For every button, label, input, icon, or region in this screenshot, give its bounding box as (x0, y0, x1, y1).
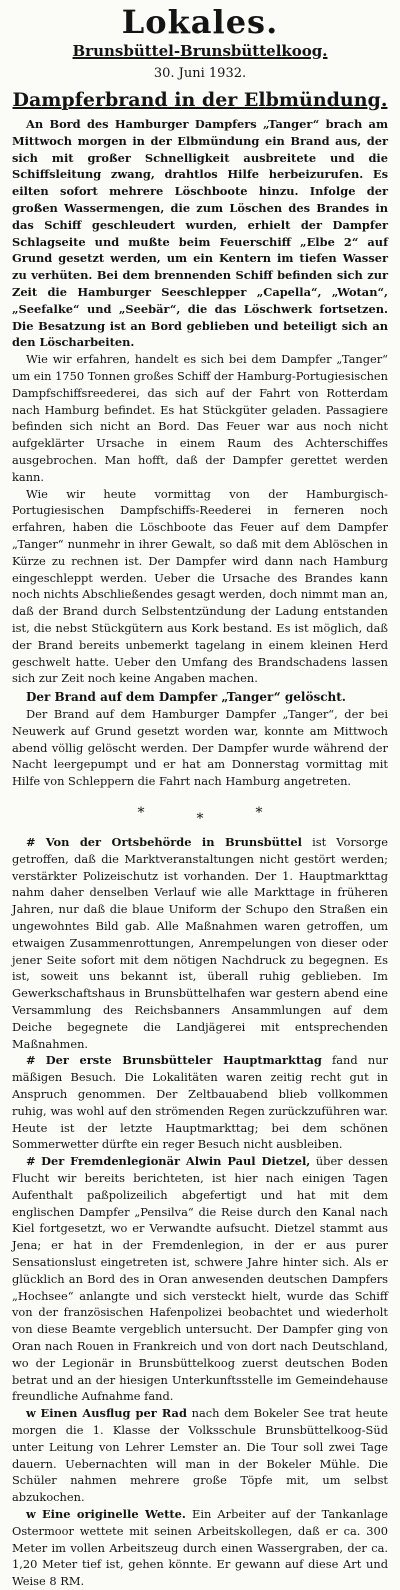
news-item (12, 1405, 388, 1506)
item-marker: # (26, 1053, 36, 1068)
news-item (12, 1052, 388, 1153)
item-text: Ein Arbeiter auf der Tankanlage Ostermoor wettete mit seinen Arbeitskollegen, daß er ca. 300 Meter im vollen Arbeitszeug durch einen Wassergraben, der ca. 1,20 Meter tief ist, gehen könnte. Er gewann auf diese Art und Weise 8 RM. (12, 1506, 389, 1589)
item-lead: Eine originelle Wette. (41, 1506, 186, 1521)
item-text: ist Vorsorge getroffen, daß die Marktveranstaltungen nicht gestört werden; verstärkter Polizeischutz ist vorhanden. Der 1. Hauptmarkttag nahm daher denselben Verlauf wie alle Markttage in früheren Jahren, nur daß die blaue Uniform der Schupo den Straßen ein ungewohntes Bild gab. Alle Maßnahmen waren getroffen, um etwaigen Zusammenrottungen, Anrempelungen von dieser oder jener Seite sofort mit dem nötigen Nachdruck zu begegnen. Es ist, soweit uns bekannt ist, überall ruhig geblieben. Im Gewerkschaftshaus in Brunsbüttelhafen war gestern abend eine Versammlung des Reichsbanners Ansammlungen auf dem Deiche begegnete die Landjägerei mit entsprechenden Maßnahmen. (12, 835, 388, 1051)
item-marker: # (26, 1154, 36, 1169)
locale-heading: Brunsbüttel-Brunsbüttelkoog. (72, 42, 328, 60)
separator-star: * (196, 811, 204, 828)
dateline: 30. Juni 1932. (153, 66, 247, 81)
separator-star: * (255, 805, 263, 822)
section-masthead: Lokales. (121, 3, 279, 41)
news-item (12, 834, 388, 1052)
article-paragraph-2: Wie wir erfahren, handelt es sich bei dem Dampfer „Tanger“ um ein 1750 Tonnen großes Schiff der Hamburg-Portugiesischen Dampfschiffsreederei, das sich auf der Fahrt von Rotterdam nach Hamburg befindet. Es hat Stückgüter geladen. Passagiere befinden sich nicht an Bord. Das Feuer war aus noch nicht aufgeklärter Ursache in einem Raum des Achterschiffes ausgebrochen. Man hofft, daß der Dampfer gerettet werden kann. (12, 352, 388, 484)
item-lead: Von der Ortsbehörde in Brunsbüttel (45, 835, 302, 850)
item-text: fand nur mäßigen Besuch. Die Lokalitäten waren zeitig recht gut in Anspruch genommen. Der Zeltbauabend blieb vollkommen ruhig, was wohl auf den strömenden Regen zurückzuführen war. Heute ist der letzte Hauptmarkttag; bei dem schönen Sommerwetter dürfte ein reger Besuch nicht ausbleiben. (12, 1053, 389, 1152)
item-text: nach dem Bokeler See trat heute morgen die 1. Klasse der Volksschule Brunsbüttelkoog-Süd unter Leitung von Lehrer Lemster an. Die Tour soll zwei Tage dauern. Uebernachten will man in der Bokeler Mühle. Die Schüler nahmen mehrere große Töpfe mit, um selbst abzukochen. (12, 1406, 389, 1505)
article-paragraph-3: Wie wir heute vormittag von der Hamburgisch-Portugiesischen Dampfschiffs-Reederei in ferneren noch erfahren, haben die Löschboote das Feuer auf dem Dampfer „Tanger“ nunmehr in ihrer Gewalt, so daß mit dem Ablöschen in Kürze zu rechnen ist. Der Dampfer wird dann nach Hamburg eingeschleppt werden. Ueber die Ursache des Brandes kann noch nichts Abschließendes gesagt werden, doch nimmt man an, daß der Brand durch Selbstentzündung der Ladung entstanden ist, die nebst Stückgütern aus Kork bestand. Es ist möglich, daß der Brand bereits unbemerkt tagelang in einem kleinen Herd geschwelt hatte. Ueber den Umfang des Brandschadens lassen sich zur Zeit noch keine Angaben machen. (12, 486, 388, 686)
item-text: über dessen Flucht wir bereits berichteten, ist hier nach einigen Tagen Aufenthalt paßpolizeilich abgefertigt und hat mit dem englischen Dampfer „Pensilva“ die Reise durch den Kanal nach Kiel fortgesetzt, wo er Verwandte aufsucht. Dietzel stammt aus Jena; er hat in der Fremdenlegion, in der er aus purer Sensationslust eingetreten ist, schwere Jahre hinter sich. Als er glücklich an Bord des in Oran anwesenden deutschen Dampfers „Hochsee“ anlangte und sich versteckt hielt, wurde das Schiff von der französischen Hafenpolizei beobachtet und wiederholt von diese Beamte vergeblich untersucht. Der Dampfer ging von Oran nach Rouen in Frankreich und von dort nach Deutschland, wo der Legionär in Brunsbüttelkoog zuerst deutschen Boden betrat und an der hiesigen Unterkunftsstelle im Gemeindehause freundliche Aufnahme fand. (12, 1154, 388, 1404)
item-lead: Einen Ausflug per Rad (40, 1406, 187, 1421)
article-paragraph-4: Der Brand auf dem Hamburger Dampfer „Tanger“, der bei Neuwerk auf Grund gesetzt worden war, konnte am Mittwoch abend völlig gelöscht werden. Der Dampfer wurde während der Nacht leergepumpt und er hat am Donnerstag vormittag mit Hilfe von Schleppern die Fahrt nach Hamburg angetreten. (12, 707, 388, 789)
news-item (12, 1153, 388, 1405)
item-marker: w (26, 1406, 36, 1421)
item-lead: Der Fremdenlegionär Alwin Paul Dietzel, (41, 1154, 311, 1169)
article-lead-paragraph: An Bord des Hamburger Dampfers „Tanger“ brach am Mittwoch morgen in der Elbmündung ein Brand aus, der sich mit großer Schnelligkeit ausbreitete und die Schiffsleitung zwang, drahtlos Hilfe herbeizurufen. Es eilten sofort mehrere Löschboote hinzu. Infolge der großen Wassermengen, die zum Löschen des Brandes in das Schiff geschleudert wurden, erhielt der Dampfer Schlagseite und mußte beim Feuerschiff „Elbe 2“ auf Grund gesetzt werden, um ein Kentern im tiefen Wasser zu verhüten. Bei dem brennenden Schiff befinden sich zur Zeit die Hamburger Seeschlepper „Capella“, „Wotan“, „Seefalke“ und „Seebär“, die das Löschwerk fortsetzen. Die Besatzung ist an Bord geblieben und beteiligt sich an den Löscharbeiten. (12, 117, 388, 350)
item-marker: w (26, 1506, 36, 1521)
section-separator (12, 804, 388, 828)
article-subhead: Der Brand auf dem Dampfer „Tanger“ gelöscht. (26, 690, 346, 705)
item-marker: # (26, 835, 36, 850)
item-lead: Der erste Brunsbütteler Hauptmarkttag (45, 1053, 322, 1068)
article-headline: Dampferbrand in der Elbmündung. (12, 89, 388, 111)
separator-star: * (137, 805, 145, 822)
news-item (12, 1506, 388, 1590)
